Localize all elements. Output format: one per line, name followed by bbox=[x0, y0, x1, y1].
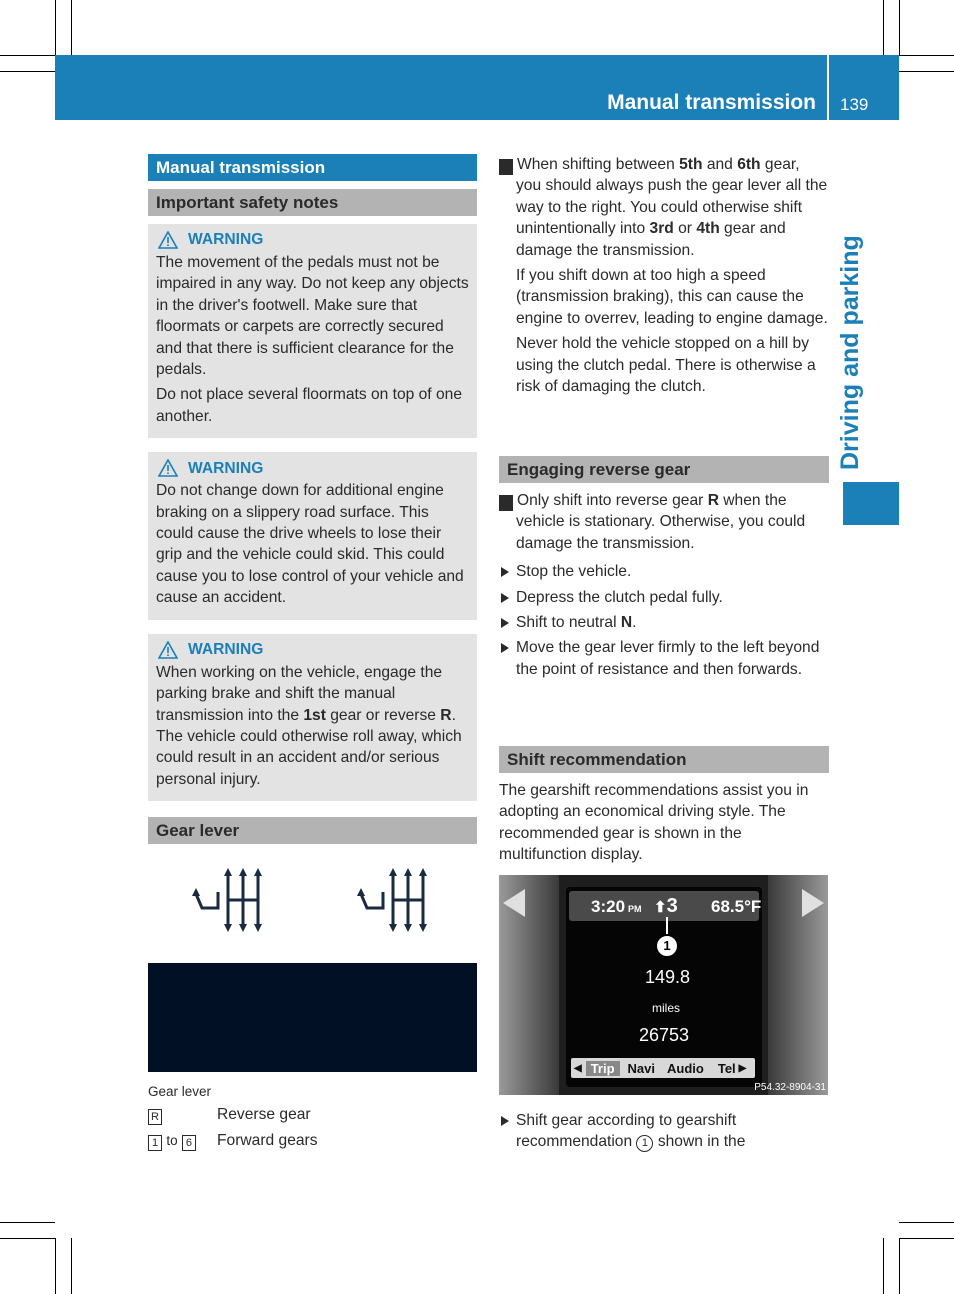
crop-mark bbox=[0, 71, 55, 72]
warning-triangle-icon bbox=[158, 459, 178, 477]
warning-box bbox=[148, 452, 477, 619]
crop-mark bbox=[71, 1238, 72, 1294]
crop-mark bbox=[0, 55, 55, 56]
step-arrow-icon bbox=[501, 567, 509, 577]
callout-line bbox=[666, 917, 668, 935]
warning-title bbox=[156, 456, 469, 480]
warning-text: When working on the vehicle, engage the parking brake and shift the manual transmission into the 1st gear or reverse R. The vehicle could otherwise roll away, which could result in an accident and/or serious personal injury. bbox=[156, 663, 462, 788]
distance-unit: miles bbox=[652, 1001, 681, 1015]
crop-mark bbox=[71, 0, 72, 55]
crop-mark bbox=[883, 1238, 884, 1294]
step-item: Shift to neutral N. bbox=[499, 612, 829, 633]
caution-note: ! When shifting between 5th and 6th gear, you should always push the gear lever all the way to the right. You could otherwise shift unintentionally into 3rd or 4th gear and damage the transmission. bbox=[495, 156, 828, 259]
menu-item-trip: Trip bbox=[586, 1061, 620, 1076]
subsection-heading: Shift recommendation bbox=[499, 746, 829, 773]
menu-item-audio: Audio bbox=[667, 1060, 704, 1076]
menu-item-navi: Navi bbox=[627, 1060, 656, 1076]
step-item: Shift gear according to gearshift recommendation 1 shown in the bbox=[499, 1110, 829, 1153]
legend-text: Reverse gear bbox=[217, 1106, 311, 1124]
up-arrow-icon: ⬆ bbox=[654, 899, 667, 916]
warning-text: Do not place several floormats on top of one another. bbox=[156, 386, 462, 425]
callout-marker: 1 bbox=[655, 934, 679, 958]
warning-title bbox=[156, 638, 469, 662]
legend-key: R bbox=[148, 1109, 162, 1125]
menu-item-tel: Tel bbox=[717, 1060, 736, 1076]
left-column bbox=[148, 154, 477, 801]
body-text: The gearshift recommendations assist you in adopting an economical driving style. The recommended gear is shown in the multifunction display. bbox=[499, 782, 809, 864]
outside-temperature: 68.5°F bbox=[711, 897, 762, 916]
menu-bar bbox=[571, 1058, 755, 1078]
subsection-heading: Engaging reverse gear bbox=[499, 456, 829, 483]
crop-mark bbox=[899, 1222, 954, 1223]
exclamation-icon: ! bbox=[499, 495, 513, 511]
crop-mark bbox=[55, 1238, 56, 1294]
step-item: Stop the vehicle. bbox=[499, 561, 829, 582]
page-number: 139 bbox=[840, 95, 869, 114]
warning-box bbox=[148, 634, 477, 801]
section-heading: Manual transmission bbox=[148, 154, 477, 181]
step-item: Move the gear lever firmly to the left beyond the point of resistance and then forwards. bbox=[499, 637, 829, 680]
crop-mark bbox=[899, 1238, 900, 1294]
right-column bbox=[495, 154, 829, 397]
crop-mark bbox=[0, 1238, 55, 1239]
legend-row bbox=[148, 1130, 477, 1156]
step-arrow-icon bbox=[501, 593, 509, 603]
legend-key-to: to bbox=[166, 1133, 178, 1149]
step-arrow-icon bbox=[501, 618, 509, 628]
crop-mark bbox=[899, 1238, 954, 1239]
caution-text: Never hold the vehicle stopped on a hill by using the clutch pedal. There is otherwise a risk of damaging the clutch. bbox=[516, 335, 816, 396]
exclamation-icon: ! bbox=[499, 159, 513, 175]
right-arrow-icon bbox=[802, 889, 824, 917]
caution-text: If you shift down at too high a speed (transmission braking), this can cause the engine to overrev, leading to engine damage. bbox=[516, 267, 828, 327]
warning-label: WARNING bbox=[188, 459, 264, 477]
warning-title bbox=[156, 228, 469, 252]
trip-distance: 149.8 bbox=[645, 967, 691, 987]
gear-recommendation: ⬆3 bbox=[654, 895, 678, 917]
side-tab-label: Driving and parking bbox=[836, 235, 864, 470]
warning-text: The movement of the pedals must not be impaired in any way. Do not keep any objects in the driver's footwell. Make sure that floormats or carpets are correctly secured and that there is sufficient clearance for the pedals. bbox=[156, 254, 469, 379]
gear-lever-figure bbox=[148, 850, 477, 1072]
multifunction-display-photo bbox=[499, 875, 828, 1095]
image-code: P54.32-8904-31 bbox=[754, 1082, 826, 1093]
gear-lever-legend bbox=[148, 1081, 477, 1156]
subsection-heading: Gear lever bbox=[148, 817, 477, 844]
reverse-gear-section bbox=[495, 456, 829, 680]
final-step-section bbox=[499, 1106, 829, 1153]
gear-lever-photo bbox=[148, 963, 477, 1072]
legend-row bbox=[148, 1104, 477, 1130]
warning-text: Do not change down for additional engine braking on a slippery road surface. This could cause the drive wheels to lose their grip and the vehicle could skid. This could cause you to lose control of your vehicle and cause an accident. bbox=[156, 482, 464, 607]
gear-shift-pattern-icon bbox=[353, 864, 443, 934]
side-tab-marker bbox=[843, 482, 899, 525]
crop-mark bbox=[899, 55, 954, 56]
warning-label: WARNING bbox=[188, 231, 264, 249]
crop-mark bbox=[899, 0, 900, 55]
warning-triangle-icon bbox=[158, 641, 178, 659]
warning-triangle-icon bbox=[158, 231, 178, 249]
display-time: 3:20 PM bbox=[591, 897, 642, 916]
legend-key: 6 bbox=[182, 1135, 196, 1151]
figure-caption: Gear lever bbox=[148, 1084, 212, 1099]
crop-mark bbox=[55, 0, 56, 55]
crop-mark bbox=[883, 0, 884, 55]
gear-lever-section bbox=[148, 817, 477, 844]
crop-mark bbox=[899, 71, 954, 72]
step-item: Depress the clutch pedal fully. bbox=[499, 587, 829, 608]
gear-shift-pattern-icon bbox=[188, 864, 278, 934]
caution-note: ! Only shift into reverse gear R when the vehicle is stationary. Otherwise, you could damage the transmission. bbox=[495, 492, 806, 552]
left-arrow-icon bbox=[503, 889, 525, 917]
subsection-heading: Important safety notes bbox=[148, 189, 477, 216]
callout-reference: 1 bbox=[636, 1135, 653, 1152]
running-header-title: Manual transmission bbox=[607, 91, 816, 114]
step-arrow-icon bbox=[501, 643, 509, 653]
header-divider bbox=[827, 55, 829, 120]
warning-box bbox=[148, 224, 477, 438]
crop-mark bbox=[0, 1222, 55, 1223]
odometer: 26753 bbox=[639, 1025, 690, 1045]
menu-right-arrow-icon: ▶ bbox=[738, 1062, 747, 1074]
shift-recommendation-section bbox=[499, 746, 829, 866]
menu-left-arrow-icon: ◀ bbox=[574, 1062, 582, 1074]
legend-key: 1 bbox=[148, 1135, 162, 1151]
legend-text: Forward gears bbox=[217, 1132, 318, 1150]
warning-label: WARNING bbox=[188, 640, 264, 658]
step-arrow-icon bbox=[501, 1116, 509, 1126]
